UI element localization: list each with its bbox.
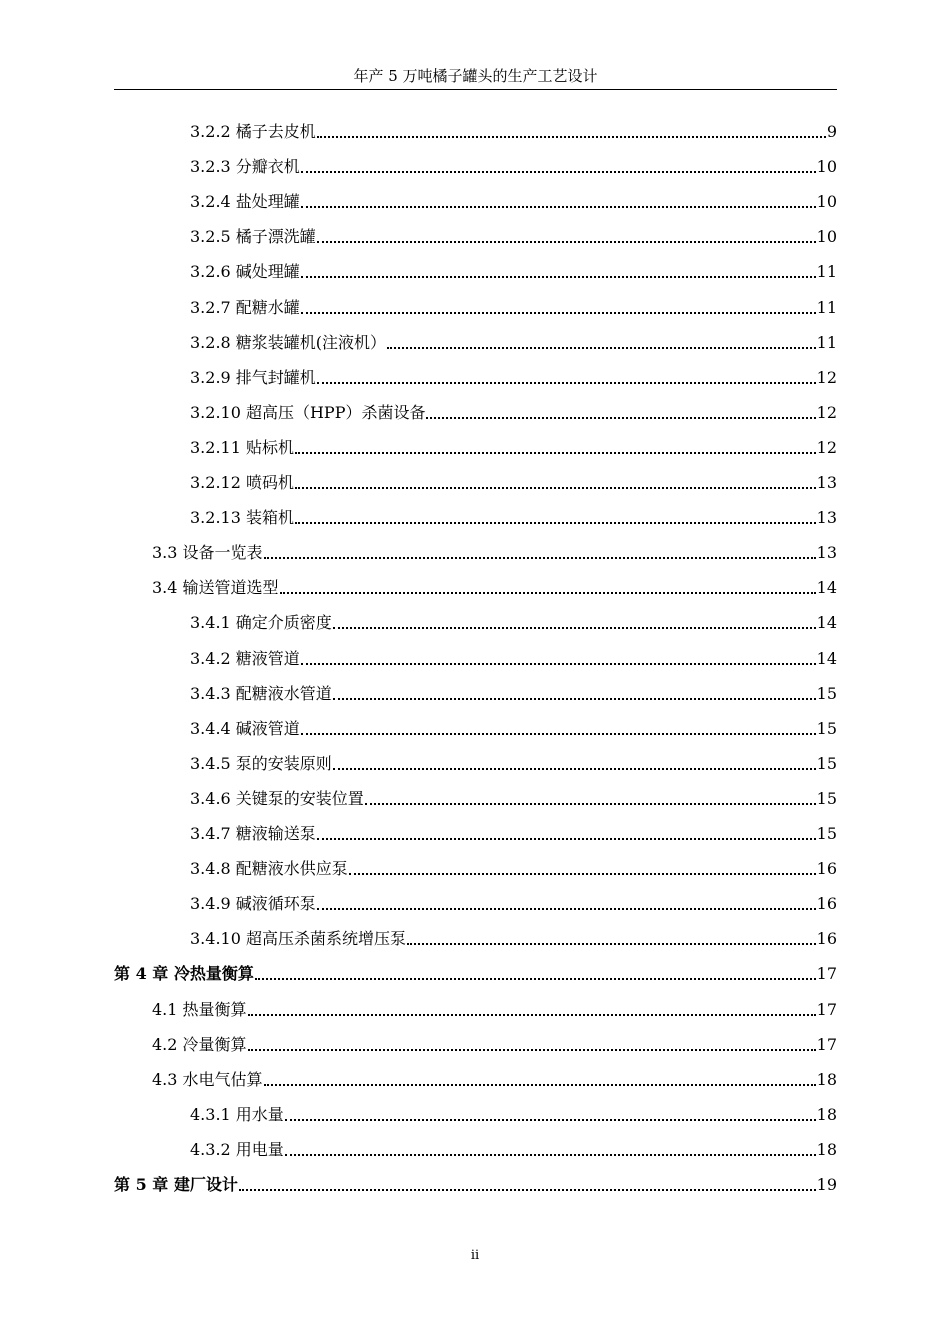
toc-leader-dots	[301, 663, 816, 665]
toc-entry[interactable]	[190, 889, 837, 915]
toc-leader-dots	[285, 1119, 816, 1121]
toc-entry-label: 3.4.2 糖液管道	[190, 649, 300, 668]
toc-entry[interactable]	[190, 433, 837, 459]
toc-entry[interactable]	[190, 468, 837, 494]
toc-entry-page: 14	[816, 613, 837, 632]
toc-leader-dots	[333, 768, 816, 770]
page-number: ii	[470, 1248, 480, 1263]
toc-entry-label: 3.2.12 喷码机	[190, 473, 294, 492]
toc-entry-page: 15	[816, 684, 837, 703]
toc-entry[interactable]	[190, 293, 837, 319]
toc-entry[interactable]	[190, 117, 837, 143]
toc-entry[interactable]	[190, 714, 837, 740]
toc-entry-page: 17	[816, 1000, 837, 1019]
toc-leader-dots	[301, 206, 816, 208]
toc-leader-dots	[317, 241, 816, 243]
toc-leader-dots	[255, 978, 816, 980]
toc-entry-page: 17	[816, 964, 837, 983]
toc-leader-dots	[248, 1049, 816, 1051]
toc-entry-label: 3.4.1 确定介质密度	[190, 613, 332, 632]
toc-leader-dots	[301, 171, 816, 173]
toc-leader-dots	[301, 276, 816, 278]
toc-entry-page: 17	[816, 1035, 837, 1054]
header-rule	[114, 89, 837, 90]
toc-entry-label: 第 4 章 冷热量衡算	[114, 964, 254, 983]
toc-entry[interactable]	[190, 257, 837, 283]
toc-entry[interactable]	[152, 1065, 837, 1091]
toc-entry-page: 15	[816, 789, 837, 808]
toc-entry-page: 18	[816, 1105, 837, 1124]
toc-leader-dots	[301, 312, 816, 314]
toc-entry-label: 3.2.11 贴标机	[190, 438, 294, 457]
toc-entry-label: 3.2.10 超高压（HPP）杀菌设备	[190, 403, 426, 422]
toc-entry-page: 13	[816, 543, 837, 562]
toc-entry-page: 11	[816, 333, 837, 352]
toc-leader-dots	[264, 557, 816, 559]
toc-entry-page: 14	[816, 578, 837, 597]
toc-leader-dots	[248, 1014, 816, 1016]
toc-entry-label: 4.3.2 用电量	[190, 1140, 284, 1159]
toc-leader-dots	[365, 803, 816, 805]
toc-leader-dots	[317, 838, 816, 840]
toc-leader-dots	[333, 698, 816, 700]
toc-leader-dots	[280, 592, 816, 594]
toc-entry-label: 3.4 输送管道选型	[152, 578, 279, 597]
toc-entry-label: 4.2 冷量衡算	[152, 1035, 247, 1054]
toc-entry-label: 4.3.1 用水量	[190, 1105, 284, 1124]
toc-entry[interactable]	[190, 328, 837, 354]
toc-entry-label: 3.4.7 糖液输送泵	[190, 824, 316, 843]
running-header: 年产 5 万吨橘子罐头的生产工艺设计	[353, 67, 598, 85]
toc-leader-dots	[301, 733, 816, 735]
toc-entry[interactable]	[190, 819, 837, 845]
toc-leader-dots	[317, 382, 816, 384]
toc-entry-label: 3.2.7 配糖水罐	[190, 298, 300, 317]
toc-leader-dots	[426, 417, 815, 419]
toc-entry-label: 4.1 热量衡算	[152, 1000, 247, 1019]
toc-entry-label: 3.4.4 碱液管道	[190, 719, 300, 738]
toc-entry[interactable]	[190, 398, 837, 424]
toc-leader-dots	[285, 1154, 816, 1156]
toc-leader-dots	[295, 487, 816, 489]
toc-entry-label: 3.2.9 排气封罐机	[190, 368, 316, 387]
toc-leader-dots	[264, 1084, 816, 1086]
toc-entry-page: 15	[816, 754, 837, 773]
toc-entry[interactable]	[114, 959, 837, 985]
toc-leader-dots	[295, 452, 816, 454]
toc-entry-label: 3.2.2 橘子去皮机	[190, 122, 316, 141]
toc-entry[interactable]	[190, 749, 837, 775]
toc-entry-page: 18	[816, 1140, 837, 1159]
toc-entry-page: 12	[816, 438, 837, 457]
toc-entry[interactable]	[190, 1135, 837, 1161]
toc-entry-page: 15	[816, 824, 837, 843]
toc-entry-label: 4.3 水电气估算	[152, 1070, 263, 1089]
toc-entry-page: 16	[816, 929, 837, 948]
toc-entry[interactable]	[190, 854, 837, 880]
toc-leader-dots	[239, 1189, 816, 1191]
toc-leader-dots	[317, 136, 826, 138]
toc-entry[interactable]	[190, 187, 837, 213]
toc-entry-page: 11	[816, 298, 837, 317]
toc-entry-label: 3.2.13 装箱机	[190, 508, 294, 527]
toc-entry-label: 3.2.3 分瓣衣机	[190, 157, 300, 176]
toc-entry[interactable]	[190, 222, 837, 248]
toc-entry-page: 12	[816, 403, 837, 422]
toc-leader-dots	[333, 627, 816, 629]
toc-entry-label: 3.4.8 配糖液水供应泵	[190, 859, 348, 878]
toc-entry[interactable]	[190, 503, 837, 529]
toc-entry[interactable]	[190, 608, 837, 634]
toc-entry-page: 10	[816, 227, 837, 246]
toc-entry[interactable]	[114, 1170, 837, 1196]
toc-leader-dots	[349, 873, 816, 875]
toc-entry-page: 10	[816, 157, 837, 176]
toc-entry-page: 12	[816, 368, 837, 387]
toc-entry-page: 14	[816, 649, 837, 668]
toc-entry-label: 3.3 设备一览表	[152, 543, 263, 562]
toc-entry-label: 3.4.5 泵的安装原则	[190, 754, 332, 773]
toc-leader-dots	[407, 943, 816, 945]
toc-entry-page: 19	[816, 1175, 837, 1194]
toc-entry-label: 3.4.10 超高压杀菌系统增压泵	[190, 929, 406, 948]
toc-leader-dots	[317, 908, 816, 910]
toc-entry-page: 13	[816, 508, 837, 527]
toc-entry[interactable]	[190, 363, 837, 389]
toc-entry-page: 15	[816, 719, 837, 738]
toc-entry-page: 16	[816, 859, 837, 878]
toc-entry-label: 3.2.4 盐处理罐	[190, 192, 300, 211]
toc-entry[interactable]	[190, 1100, 837, 1126]
toc-entry-page: 11	[816, 262, 837, 281]
toc-entry-page: 10	[816, 192, 837, 211]
toc-leader-dots	[295, 522, 816, 524]
toc-entry-label: 3.2.5 橘子漂洗罐	[190, 227, 316, 246]
toc-entry-label: 3.4.9 碱液循环泵	[190, 894, 316, 913]
toc-entry[interactable]	[190, 152, 837, 178]
toc-entry-page: 18	[816, 1070, 837, 1089]
toc-entry[interactable]	[190, 679, 837, 705]
toc-entry-label: 3.4.6 关键泵的安装位置	[190, 789, 364, 808]
toc-entry[interactable]	[190, 644, 837, 670]
toc-entry-label: 第 5 章 建厂设计	[114, 1175, 238, 1194]
toc-entry[interactable]	[152, 538, 837, 564]
toc-entry[interactable]	[190, 924, 837, 950]
toc-entry-page: 16	[816, 894, 837, 913]
toc-entry-page: 9	[826, 122, 837, 141]
toc-entry-label: 3.2.6 碱处理罐	[190, 262, 300, 281]
toc-entry[interactable]	[152, 1030, 837, 1056]
toc-entry[interactable]	[190, 784, 837, 810]
toc-entry-page: 13	[816, 473, 837, 492]
toc-entry-label: 3.4.3 配糖液水管道	[190, 684, 332, 703]
toc-entry[interactable]	[152, 995, 837, 1021]
toc-entry[interactable]	[152, 573, 837, 599]
toc-leader-dots	[387, 347, 816, 349]
toc-entry-label: 3.2.8 糖浆装罐机(注液机）	[190, 333, 387, 352]
